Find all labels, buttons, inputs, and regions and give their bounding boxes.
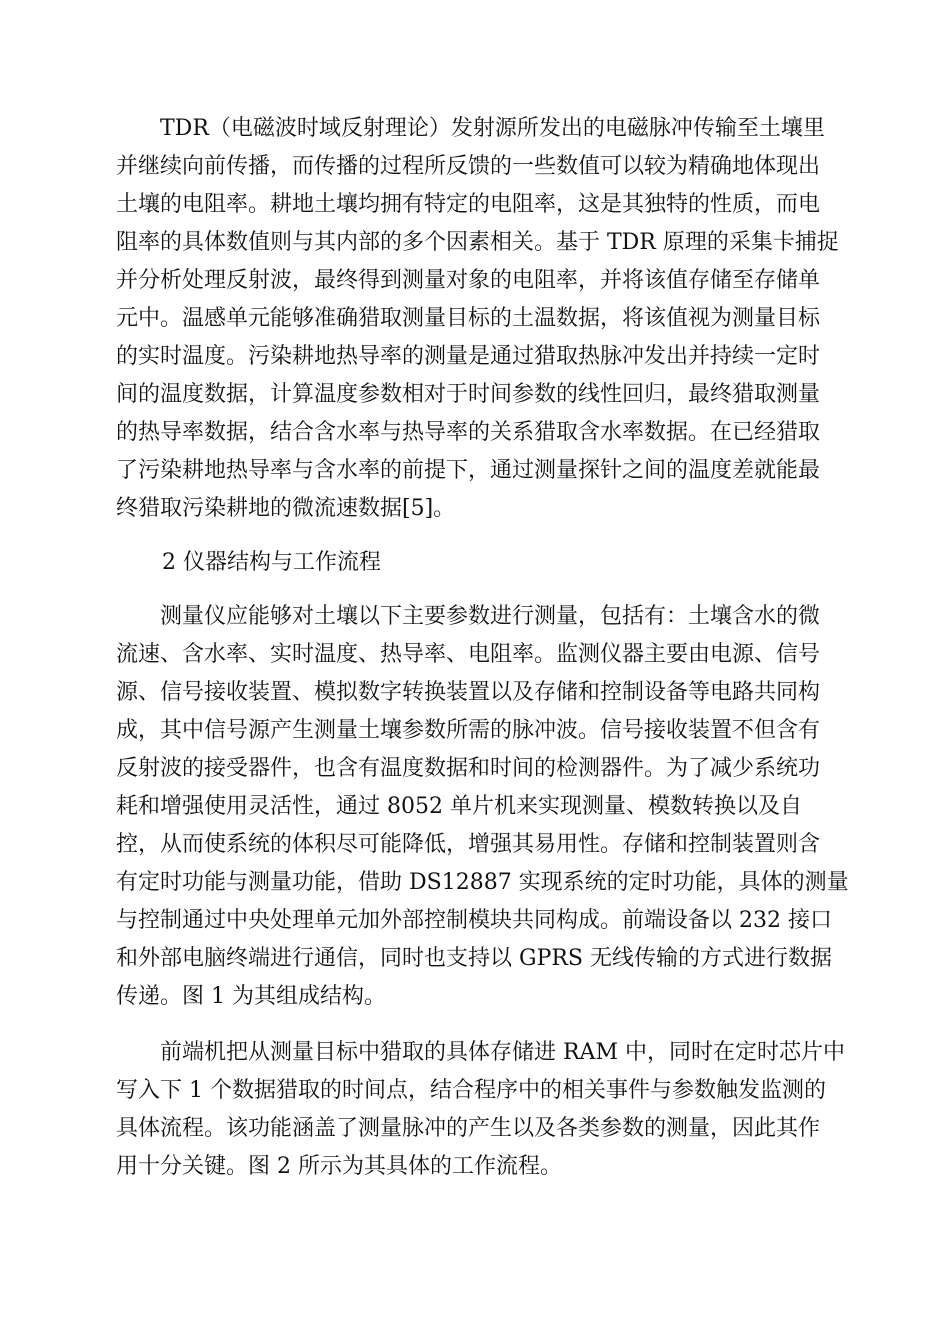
text-line: 源、信号接收装置、模拟数字转换装置以及存储和控制设备等电路共同构 — [116, 680, 821, 705]
section-heading: 2 仪器结构与工作流程 — [162, 550, 381, 575]
text-line: 的实时温度。污染耕地热导率的测量是通过猎取热脉冲发出并持续一定时 — [116, 344, 821, 369]
text-line: 写入下 1 个数据猎取的时间点，结合程序中的相关事件与参数触发监测的 — [116, 1078, 826, 1103]
text-line: 控，从而使系统的体积尽可能降低，增强其易用性。存储和控制装置则含 — [116, 832, 821, 857]
text-line: TDR（电磁波时域反射理论）发射源所发出的电磁脉冲传输至土壤里 — [116, 116, 825, 141]
text-line: 了污染耕地热导率与含水率的前提下，通过测量探针之间的温度差就能最 — [116, 458, 821, 483]
text-line: 间的温度数据，计算温度参数相对于时间参数的线性回归，最终猎取测量 — [116, 382, 821, 407]
text-line: 流速、含水率、实时温度、热导率、电阻率。监测仪器主要由电源、信号 — [116, 642, 821, 667]
text-line: 土壤的电阻率。耕地土壤均拥有特定的电阻率，这是其独特的性质，而电 — [116, 192, 821, 217]
text-line: 测量仪应能够对土壤以下主要参数进行测量，包括有：土壤含水的微 — [116, 604, 821, 629]
paragraph-work-flow — [116, 1034, 845, 1186]
paragraph-instrument-structure — [116, 598, 849, 1016]
paragraph-tdr-principle — [116, 110, 839, 528]
text-line: 有定时功能与测量功能，借助 DS12887 实现系统的定时功能，具体的测量 — [116, 870, 849, 895]
text-line: 并分析处理反射波，最终得到测量对象的电阻率，并将该值存储至存储单 — [116, 268, 821, 293]
text-line: 阻率的具体数值则与其内部的多个因素相关。基于 TDR 原理的采集卡捕捉 — [116, 230, 839, 255]
text-line: 并继续向前传播，而传播的过程所反馈的一些数值可以较为精确地体现出 — [116, 154, 821, 179]
text-line: 耗和增强使用灵活性，通过 8052 单片机来实现测量、模数转换以及自 — [116, 794, 802, 819]
text-line: 终猎取污染耕地的微流速数据[5]。 — [116, 496, 456, 521]
text-line: 元中。温感单元能够准确猎取测量目标的土温数据，将该值视为测量目标 — [116, 306, 821, 331]
text-line: 前端机把从测量目标中猎取的具体存储进 RAM 中，同时在定时芯片中 — [116, 1040, 845, 1065]
text-line: 具体流程。该功能涵盖了测量脉冲的产生以及各类参数的测量，因此其作 — [116, 1116, 821, 1141]
text-line: 成，其中信号源产生测量土壤参数所需的脉冲波。信号接收装置不但含有 — [116, 718, 821, 743]
text-line: 传递。图 1 为其组成结构。 — [116, 984, 386, 1009]
text-line: 与控制通过中央处理单元加外部控制模块共同构成。前端设备以 232 接口 — [116, 908, 832, 933]
text-line: 用十分关键。图 2 所示为其具体的工作流程。 — [116, 1154, 562, 1179]
text-line: 和外部电脑终端进行通信，同时也支持以 GPRS 无线传输的方式进行数据 — [116, 946, 833, 971]
text-line: 反射波的接受器件，也含有温度数据和时间的检测器件。为了减少系统功 — [116, 756, 821, 781]
text-line: 的热导率数据，结合含水率与热导率的关系猎取含水率数据。在已经猎取 — [116, 420, 821, 445]
